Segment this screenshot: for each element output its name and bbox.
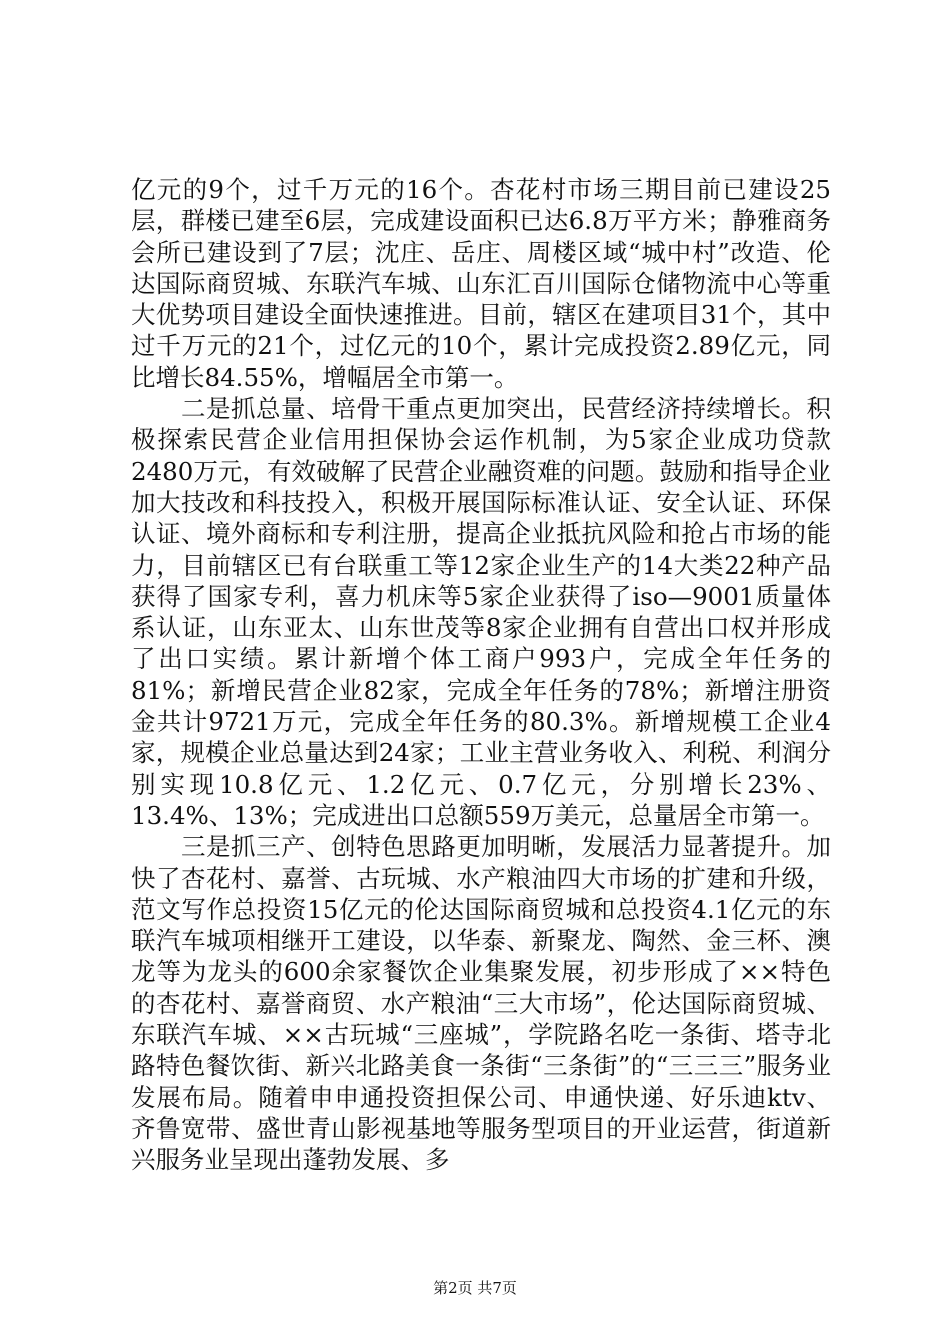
paragraph: 三是抓三产、创特色思路更加明晰，发展活力显著提升。加快了杏花村、嘉誉、古玩城、水产粮油四大市场的扩建和升级，范文写作总投资15亿元的伦达国际商贸城和总投资4.1亿元的东联汽车城项相继开工建设，以华泰、新聚龙、陶然、金三杯、澳龙等为龙头的600余家餐饮企业集聚发展，初步形成了××特色的杏花村、嘉誉商贸、水产粮油“三大市场”，伦达国际商贸城、东联汽车城、××古玩城“三座城”，学院路名吃一条街、塔寺北路特色餐饮街、新兴北路美食一条街“三条街”的“三三三”服务业发展布局。随着申申通投资担保公司、申通快递、好乐迪ktv、齐鲁宽带、盛世青山影视基地等服务型项目的开业运营，街道新兴服务业呈现出蓬勃发展、多 (131, 832, 831, 1175)
document-body (131, 174, 831, 1176)
paragraph: 亿元的9个，过千万元的16个。杏花村市场三期目前已建设25层，群楼已建至6层，完成建设面积已达6.8万平方米；静雅商务会所已建设到了7层；沈庄、岳庄、周楼区域“城中村”改造、伦达国际商贸城、东联汽车城、山东汇百川国际仓储物流中心等重大优势项目建设全面快速推进。目前，辖区在建项目31个，其中过千万元的21个，过亿元的10个，累计完成投资2.89亿元，同比增长84.55%，增幅居全市第一。 (131, 175, 831, 392)
page-number-footer: 第2页 共7页 (433, 1279, 517, 1297)
paragraph: 二是抓总量、培骨干重点更加突出，民营经济持续增长。积极探索民营企业信用担保协会运作机制，为5家企业成功贷款2480万元，有效破解了民营企业融资难的问题。鼓励和指导企业加大技改和科技投入，积极开展国际标准认证、安全认证、环保认证、境外商标和专利注册，提高企业抵抗风险和抢占市场的能力，目前辖区已有台联重工等12家企业生产的14大类22种产品获得了国家专利，喜力机床等5家企业获得了iso—9001质量体系认证，山东亚太、山东世茂等8家企业拥有自营出口权并形成了出口实绩。累计新增个体工商户993户，完成全年任务的81%；新增民营企业82家，完成全年任务的78%；新增注册资金共计9721万元，完成全年任务的80.3%。新增规模工企业4家，规模企业总量达到24家；工业主营业务收入、利税、利润分别实现10.8亿元、1.2亿元、0.7亿元，分别增长23%、13.4%、13%；完成进出口总额559万美元，总量居全市第一。 (131, 394, 831, 830)
